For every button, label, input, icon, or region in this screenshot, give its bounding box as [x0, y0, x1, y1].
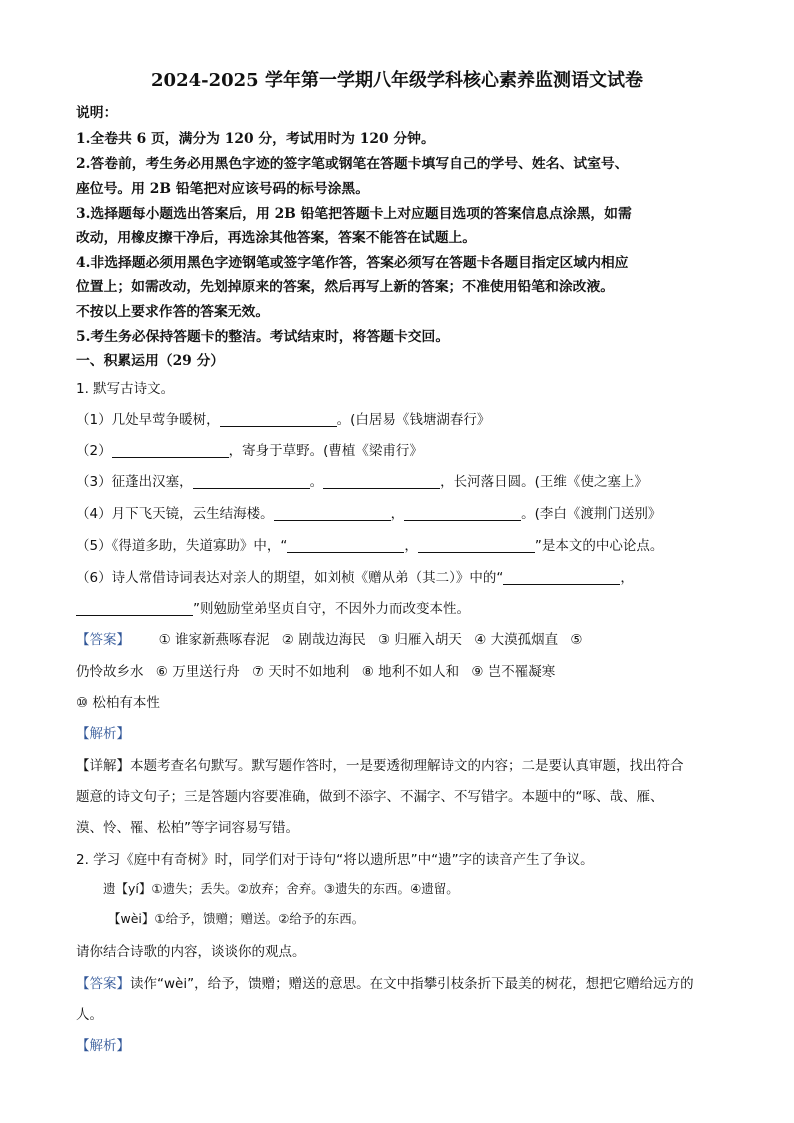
q1-1-source: 。(白居易《钱塘湖春行》 [336, 412, 491, 428]
answer-blank[interactable] [76, 601, 193, 616]
q1-1-text: （1）几处早莺争暖树， [76, 412, 220, 428]
note-4c: 不按以上要求作答的答案无效。 [76, 304, 270, 320]
q1-detail-a: 【详解】本题考查名句默写。默写题作答时，一是要透彻理解诗文的内容；二是要认真审题，找出符合 [76, 758, 684, 774]
q1-6-tail: ”则勉励堂弟坚贞自守，不因外力而改变本性。 [193, 601, 470, 617]
q1-item-4 [76, 502, 661, 522]
answer-number: ⑥ [155, 664, 168, 680]
q1-item-6 [76, 566, 634, 586]
answer-number: ② [281, 632, 294, 648]
note-4b: 位置上；如需改动，先划掉原来的答案，然后再写上新的答案；不准使用铅笔和涂改液。 [76, 279, 615, 295]
answer-text: 谁家新燕啄春泥 [175, 632, 270, 648]
q1-6-text: （6）诗人常借诗词表达对亲人的期望，如刘桢《赠从弟（其二）》中的“ [76, 570, 504, 586]
answer-text: 天时不如地利 [268, 664, 350, 680]
q2-answer-line-1 [76, 972, 694, 992]
q2-stem: 2. 学习《庭中有奇树》时，同学们对于诗句“将以遗所思”中“遗”字的读音产生了争议。 [76, 852, 594, 868]
q1-detail-b: 题意的诗文句子；三是答题内容要准确，做到不添字、不漏字、不写错字。本题中的“啄、哉、雁、 [76, 789, 664, 805]
note-1: 1.全卷共 6 页，满分为 120 分，考试用时为 120 分钟。 [76, 131, 435, 147]
answer-blank[interactable] [404, 506, 521, 521]
q1-answers-row-2 [76, 660, 563, 680]
q1-item-2 [76, 439, 423, 459]
answer-number: ④ [474, 632, 487, 648]
answer-blank[interactable] [220, 412, 337, 427]
q1-2-text: （2） [76, 443, 112, 459]
q2-definition-1: 遗【yí】①遗失；丢失。②放弃；舍弃。③遗失的东西。④遗留。 [103, 881, 459, 896]
note-4a: 4.非选择题必须用黑色字迹钢笔或签字笔作答，答案必须写在答题卡各题目指定区域内相应 [76, 255, 629, 271]
q1-5-sep: ， [404, 538, 418, 554]
answer-number: ⑦ [252, 664, 265, 680]
q1-2-source: ，寄身于草野。(曹植《梁甫行》 [228, 443, 423, 459]
answer-blank[interactable] [418, 538, 535, 553]
answer-text: 岂不罹凝寒 [487, 664, 556, 680]
q2-ask: 请你结合诗歌的内容，谈谈你的观点。 [76, 944, 306, 960]
answer-number: ① [158, 632, 171, 648]
answer-blank[interactable] [503, 570, 620, 585]
q1-3-source: ，长河落日圆。(王维《使之塞上》 [440, 474, 648, 490]
note-3a: 3.选择题每小题选出答案后，用 2B 铅笔把答题卡上对应题目选项的答案信息点涂黑，如需 [76, 206, 632, 222]
q1-item-1 [76, 408, 490, 428]
q1-item-5 [76, 534, 663, 554]
note-2b: 座位号。用 2B 铅笔把对应该号码的标号涂黑。 [76, 181, 370, 197]
q1-answers-row-1 [76, 628, 591, 648]
answer-label: 【答案】 [76, 632, 130, 648]
notes-heading: 说明： [76, 105, 118, 121]
q1-5-text: （5）《得道多助，失道寡助》中，“ [76, 538, 288, 554]
answer-blank[interactable] [193, 474, 310, 489]
answer-blank[interactable] [274, 506, 391, 521]
answer-number: ⑧ [361, 664, 374, 680]
q2-definition-2: 【wèi】①给予，馈赠；赠送。②给予的东西。 [108, 911, 365, 926]
note-3b: 改动，用橡皮擦干净后，再选涂其他答案，答案不能答在试题上。 [76, 230, 477, 246]
q2-answer-text: 读作“wèi”，给予，馈赠；赠送的意思。在文中指攀引枝条折下最美的树花，想把它赠给远方的 [130, 976, 694, 992]
q1-item-6-cont [76, 597, 470, 617]
answer-text: 仍怜故乡水 [76, 664, 144, 680]
answer-text: 松柏有本性 [92, 695, 160, 711]
answer-text: 归雁入胡天 [394, 632, 462, 648]
q1-3-text: （3）征蓬出汉塞， [76, 474, 193, 490]
answer-text: 地利不如人和 [378, 664, 460, 680]
answer-number: ⑤ [570, 632, 583, 648]
answer-label: 【答案】 [76, 976, 130, 992]
note-5: 5.考生务必保持答题卡的整洁。考试结束时，将答题卡交回。 [76, 329, 450, 345]
q1-4-source: 。(李白《渡荆门送别》 [521, 506, 662, 522]
q1-detail-c: 漠、怜、罹、松柏”等字词容易写错。 [76, 820, 299, 836]
answer-number: ⑨ [471, 664, 484, 680]
q1-6-sep: ， [620, 570, 634, 586]
q1-4-text: （4）月下飞天镜，云生结海楼。 [76, 506, 274, 522]
q2-answer-line-2: 人。 [76, 1007, 103, 1023]
note-2a: 2.答卷前，考生务必用黑色字迹的签字笔或钢笔在答题卡填写自己的学号、姓名、试室号、 [76, 156, 629, 172]
page-title: 2024-2025 学年第一学期八年级学科核心素养监测语文试卷 [151, 70, 643, 91]
answer-number: ③ [378, 632, 391, 648]
q2-analysis-label: 【解析】 [76, 1038, 130, 1054]
answer-text: 大漠孤烟直 [490, 632, 559, 648]
answer-text: 剧哉边海民 [298, 632, 366, 648]
q1-stem: 1. 默写古诗文。 [76, 381, 175, 397]
q1-4-sep: ， [390, 506, 405, 522]
answer-blank[interactable] [323, 474, 440, 489]
answer-number: ⑩ [76, 695, 89, 711]
answer-blank[interactable] [287, 538, 404, 553]
q1-analysis-label: 【解析】 [76, 726, 130, 742]
answer-text: 万里送行舟 [172, 664, 240, 680]
q1-item-3 [76, 470, 648, 490]
q1-5-tail: ”是本文的中心论点。 [534, 538, 664, 554]
answer-blank[interactable] [112, 443, 229, 458]
section-heading: 一、积累运用（29 分） [76, 353, 225, 369]
q1-answers-row-3 [76, 691, 168, 711]
q1-3-sep: 。 [309, 474, 324, 490]
